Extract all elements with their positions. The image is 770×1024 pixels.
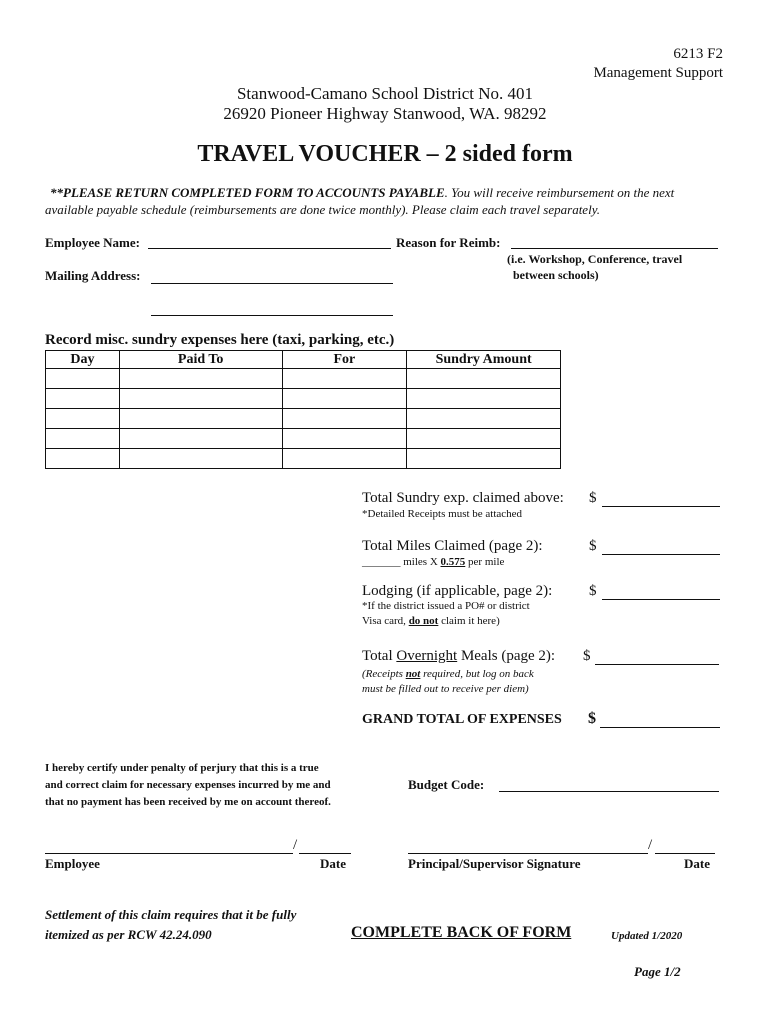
table-cell[interactable] [407, 409, 561, 429]
principal-date-label: Date [684, 856, 710, 871]
lodging-label: Lodging (if applicable, page 2): [362, 583, 553, 599]
total-miles-currency: $ [589, 538, 597, 554]
meals-currency: $ [583, 648, 591, 664]
lodging-note-1: *If the district issued a PO# or district [362, 600, 530, 612]
table-cell[interactable] [407, 429, 561, 449]
total-sundry-note: *Detailed Receipts must be attached [362, 508, 523, 520]
meals-note-2: must be filled out to receive per diem) [362, 683, 529, 695]
complete-back-notice: COMPLETE BACK OF FORM [351, 924, 572, 941]
table-cell[interactable] [282, 449, 407, 469]
total-miles-field[interactable] [602, 554, 720, 555]
instructions-rest: . You will receive reimbursement on the next [444, 185, 675, 200]
settlement-note-2: itemized as per RCW 42.24.090 [45, 927, 212, 942]
lodging-field[interactable] [602, 599, 720, 600]
total-sundry-label: Total Sundry exp. claimed above: [362, 490, 564, 506]
table-cell[interactable] [119, 449, 282, 469]
table-cell[interactable] [282, 389, 407, 409]
table-cell[interactable] [46, 389, 120, 409]
meals-label: Total Overnight Meals (page 2): [362, 648, 556, 664]
employee-signature-field[interactable] [45, 853, 293, 854]
column-header-sundry-amount: Sundry Amount [407, 351, 561, 369]
employee-name-label: Employee Name: [45, 235, 140, 250]
table-row [46, 429, 561, 449]
sundry-table [45, 350, 561, 469]
form-category: Management Support [593, 65, 723, 81]
lodging-currency: $ [589, 583, 597, 599]
employee-date-slash: / [293, 837, 298, 853]
budget-code-label: Budget Code: [408, 777, 485, 792]
employee-label: Employee [45, 856, 100, 871]
reason-label: Reason for Reimb: [396, 235, 501, 250]
table-cell[interactable] [119, 389, 282, 409]
instructions-line1 [50, 185, 674, 201]
table-cell[interactable] [46, 429, 120, 449]
table-row [46, 369, 561, 389]
mailing-address-field-2[interactable] [151, 315, 393, 316]
reason-hint-1: (i.e. Workshop, Conference, travel [507, 252, 683, 266]
meals-field[interactable] [595, 664, 719, 665]
updated-date: Updated 1/2020 [611, 930, 683, 942]
instructions-emphasis: **PLEASE RETURN COMPLETED FORM TO ACCOUNTS PAYABLE [50, 185, 445, 200]
mileage-rate: 0.575 [440, 556, 466, 568]
settlement-note-1: Settlement of this claim requires that it be fully [45, 907, 297, 922]
grand-total-field[interactable] [600, 727, 720, 728]
grand-total-currency: $ [588, 710, 596, 727]
budget-code-field[interactable] [499, 791, 719, 792]
table-cell[interactable] [407, 449, 561, 469]
employee-date-label: Date [320, 856, 346, 871]
table-row [46, 449, 561, 469]
total-miles-label: Total Miles Claimed (page 2): [362, 538, 543, 554]
certify-line-3: that no payment has been received by me on account thereof. [45, 796, 331, 808]
certify-line-2: and correct claim for necessary expenses incurred by me and [45, 779, 331, 791]
column-header-paid-to: Paid To [119, 351, 282, 369]
reason-field[interactable] [511, 248, 718, 249]
table-cell[interactable] [119, 369, 282, 389]
table-row [46, 389, 561, 409]
principal-date-field[interactable] [655, 853, 715, 854]
table-cell[interactable] [407, 389, 561, 409]
table-cell[interactable] [46, 409, 120, 429]
table-cell[interactable] [119, 409, 282, 429]
mailing-address-field[interactable] [151, 283, 393, 284]
table-cell[interactable] [282, 409, 407, 429]
table-cell[interactable] [282, 369, 407, 389]
miles-count-blank[interactable]: _______ [362, 556, 401, 568]
column-header-day: Day [46, 351, 120, 369]
principal-date-slash: / [648, 837, 653, 853]
district-name: Stanwood-Camano School District No. 401 [236, 84, 534, 103]
certify-line-1: I hereby certify under penalty of perjury that this is a true [45, 762, 319, 774]
table-cell[interactable] [46, 449, 120, 469]
column-header-for: For [282, 351, 407, 369]
principal-signature-field[interactable] [408, 853, 648, 854]
table-cell[interactable] [46, 369, 120, 389]
lodging-note-2: Visa card, do not claim it here) [362, 615, 500, 627]
table-cell[interactable] [407, 369, 561, 389]
grand-total-label: GRAND TOTAL OF EXPENSES [362, 712, 562, 727]
form-number: 6213 F2 [673, 46, 723, 62]
instructions-line2: available payable schedule (reimbursements are done twice monthly). Please claim each travel separately. [45, 202, 600, 217]
table-row [46, 409, 561, 429]
employee-name-field[interactable] [148, 248, 391, 249]
table-cell[interactable] [282, 429, 407, 449]
sundry-heading: Record misc. sundry expenses here (taxi, parking, etc.) [45, 332, 395, 348]
page-number: Page 1/2 [634, 964, 681, 979]
total-sundry-currency: $ [589, 490, 597, 506]
principal-signature-label: Principal/Supervisor Signature [408, 856, 581, 871]
total-sundry-field[interactable] [602, 506, 720, 507]
mailing-address-label: Mailing Address: [45, 268, 141, 283]
table-cell[interactable] [119, 429, 282, 449]
reason-hint-2: between schools) [513, 268, 599, 282]
employee-date-field[interactable] [299, 853, 351, 854]
sundry-header-row [46, 351, 561, 369]
page-title: TRAVEL VOUCHER – 2 sided form [197, 141, 573, 167]
miles-rate-note: _______ miles X 0.575 per mile [362, 556, 505, 568]
meals-note-1: (Receipts not required, but log on back [362, 668, 534, 680]
district-address: 26920 Pioneer Highway Stanwood, WA. 98292 [223, 104, 547, 123]
